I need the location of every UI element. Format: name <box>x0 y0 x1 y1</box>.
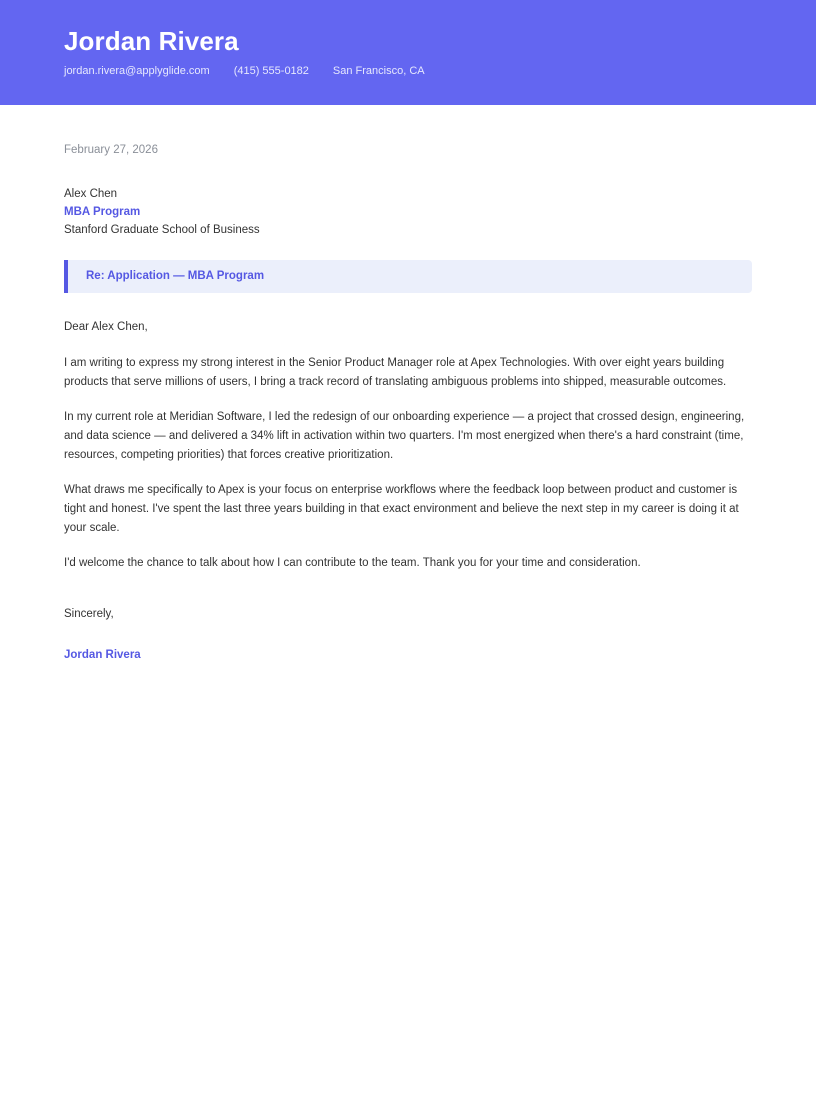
sender-name: Jordan Rivera <box>64 26 239 57</box>
contact-line <box>64 65 752 78</box>
salutation: Dear Alex Chen, <box>64 321 148 334</box>
contact-phone[interactable]: (415) 555-0182 <box>233 64 309 77</box>
letter-header <box>0 0 816 105</box>
closing-line: Sincerely, <box>64 607 114 620</box>
letter-paragraph: In my current role at Meridian Software, I led the redesign of our onboarding experience — a project that crossed design, engineering, and data science — and delivered a 34% lift in activation within two quarters. I'm most energized when there's a hard constraint (time, resources, competing priorities) that forces creative prioritization. <box>64 411 745 461</box>
subject-text: Re: Application — MBA Program <box>86 270 265 283</box>
recipient-institution: Stanford Graduate School of Business <box>64 223 260 236</box>
subject-bar <box>64 260 752 293</box>
recipient-block <box>64 186 752 239</box>
letter-paragraph: What draws me specifically to Apex is your focus on enterprise workflows where the feedback loop between product and customer is tight and honest. I've spent the last three years building in that exact environment and believe the next step in my career is doing it at your scale. <box>64 484 739 534</box>
contact-location: San Francisco, CA <box>332 64 425 77</box>
recipient-org: MBA Program <box>64 205 141 218</box>
signature-name: Jordan Rivera <box>64 648 141 661</box>
letter-paragraph: I am writing to express my strong interest in the Senior Product Manager role at Apex Technologies. With over eight years building products that serve millions of users, I bring a track record of translating ambiguous problems into shipped, measurable outcomes. <box>64 357 727 388</box>
contact-email[interactable]: jordan.rivera@applyglide.com <box>64 64 210 77</box>
letter-body <box>0 143 816 664</box>
recipient-name: Alex Chen <box>64 187 118 200</box>
signature-block <box>64 606 752 665</box>
letter-date: February 27, 2026 <box>64 144 158 156</box>
letter-paragraph: I'd welcome the chance to talk about how I can contribute to the team. Thank you for your time and consideration. <box>64 557 641 570</box>
